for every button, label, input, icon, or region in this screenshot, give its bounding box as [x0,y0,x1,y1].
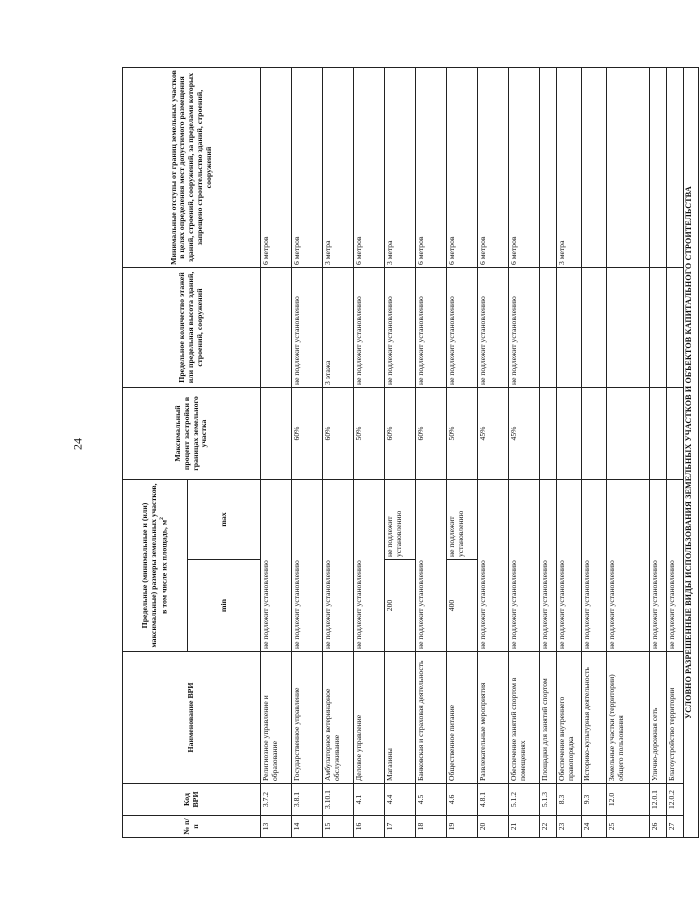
cell-pct: 60% [323,388,354,480]
cell-setback [582,68,607,268]
table-row [509,68,540,838]
table-row [650,68,667,838]
cell-name: Площадки для занятий спортом [540,652,557,784]
cell-size: не подлежит установлению [478,480,509,652]
cell-setback [540,68,557,268]
cell-pct: 50% [447,388,478,480]
table-row [607,68,650,838]
cell-size: не подлежит установлению [354,480,385,652]
header-max: max [188,480,261,560]
cell-setback: 3 метра [323,68,354,268]
rotated-page [122,68,693,838]
cell-num: 20 [478,816,509,838]
table-row [261,68,292,838]
cell-size: не подлежит установлению [650,480,667,652]
cell-name: Религиозное управление и образование [261,652,292,784]
cell-code: 4.6 [447,784,478,816]
cell-name: Историко-культурная деятельность [582,652,607,784]
page-number: 24 [70,438,85,450]
cell-setback: 6 метров [354,68,385,268]
cell-pct: 60% [385,388,416,480]
header-min: min [188,560,261,652]
cell-setback [607,68,650,268]
cell-num: 13 [261,816,292,838]
cell-pct: 45% [509,388,540,480]
cell-floors: не подлежит установлению [416,268,447,388]
cell-name: Обеспечение внутреннего правопорядка [557,652,582,784]
cell-name: Развлекательные мероприятия [478,652,509,784]
cell-setback: 6 метров [509,68,540,268]
cell-code: 3.10.1 [323,784,354,816]
cell-setback: 6 метров [261,68,292,268]
cell-name: Магазины [385,652,416,784]
cell-code: 12.0.1 [650,784,667,816]
cell-floors: не подлежит установлению [478,268,509,388]
land-use-regulations-table [122,67,699,838]
cell-size: не подлежит установлению [323,480,354,652]
cell-setback [650,68,667,268]
cell-code: 3.7.2 [261,784,292,816]
table-row [478,68,509,838]
table-row [416,68,447,838]
cell-pct: 45% [478,388,509,480]
cell-name: Банковская и страховая деятельность [416,652,447,784]
cell-name: Благоустройство территории [667,652,684,784]
table-row [557,68,582,838]
cell-size: не подлежит установлению [667,480,684,652]
cell-code: 5.1.2 [509,784,540,816]
cell-min: 200 [385,560,416,652]
cell-pct [582,388,607,480]
cell-code: 4.4 [385,784,416,816]
cell-min: 400 [447,560,478,652]
cell-pct [607,388,650,480]
cell-num: 19 [447,816,478,838]
header-pct: Максимальный процент застройки в границах земельного участка [123,388,261,480]
cell-pct: 50% [354,388,385,480]
cell-code: 12.0 [607,784,650,816]
cell-floors [261,268,292,388]
cell-pct [650,388,667,480]
cell-max: не подлежит установлению [447,480,478,560]
cell-size: не подлежит установлению [292,480,323,652]
cell-floors [540,268,557,388]
cell-floors: 3 этажа [323,268,354,388]
header-code: Код ВРИ [123,784,261,816]
cell-code: 12.0.2 [667,784,684,816]
cell-pct [540,388,557,480]
cell-max: не подлежит установлению [385,480,416,560]
cell-size: не подлежит установлению [416,480,447,652]
cell-num: 14 [292,816,323,838]
header-setback: Минимальные отступы от границ земельных участков в целях определения мест допустимого размещения зданий, строений, сооружений, за пределами которых запрещено строительство зданий, строений, сооружений [123,68,261,268]
cell-name: Общественное питание [447,652,478,784]
cell-floors [667,268,684,388]
cell-num: 26 [650,816,667,838]
cell-size: не подлежит установлению [261,480,292,652]
cell-setback: 3 метра [385,68,416,268]
cell-floors: не подлежит установлению [292,268,323,388]
cell-code: 8.3 [557,784,582,816]
cell-floors: не подлежит установлению [509,268,540,388]
cell-num: 22 [540,816,557,838]
cell-code: 9.3 [582,784,607,816]
cell-setback: 3 метра [557,68,582,268]
cell-name: Государственное управление [292,652,323,784]
section-title: УСЛОВНО РАЗРЕШЕННЫЕ ВИДЫ ИСПОЛЬЗОВАНИЯ ЗЕМЕЛЬНЫХ УЧАСТКОВ И ОБЪЕКТОВ КАПИТАЛЬНОГО СТРОИТЕЛЬСТВА [684,68,699,838]
cell-size: не подлежит установлению [557,480,582,652]
table-row [667,68,684,838]
cell-num: 18 [416,816,447,838]
cell-floors [607,268,650,388]
cell-name: Улично-дорожная сеть [650,652,667,784]
cell-setback: 6 метров [292,68,323,268]
cell-floors: не подлежит установлению [447,268,478,388]
cell-num: 17 [385,816,416,838]
cell-floors: не подлежит установлению [354,268,385,388]
table-row [447,68,478,838]
table-row [292,68,323,838]
table-row [354,68,385,838]
cell-code: 5.1.3 [540,784,557,816]
cell-name: Земельные участки (территории) общего пользования [607,652,650,784]
cell-setback: 6 метров [416,68,447,268]
cell-num: 16 [354,816,385,838]
cell-setback: 6 метров [478,68,509,268]
cell-num: 23 [557,816,582,838]
header-size [123,480,188,652]
cell-num: 24 [582,816,607,838]
cell-size: не подлежит установлению [509,480,540,652]
table-row [323,68,354,838]
cell-name: Деловое управление [354,652,385,784]
section-footer-row [684,68,699,838]
cell-pct: 60% [416,388,447,480]
header-name: Наименование ВРИ [123,652,261,784]
cell-name: Обеспечение занятий спортом в помещениях [509,652,540,784]
cell-name: Амбулаторное ветеринарное обслуживание [323,652,354,784]
cell-pct: 60% [292,388,323,480]
cell-setback: 6 метров [447,68,478,268]
header-size-text: Предельные (минимальные и (или) максимальные) размеры земельных участков, в том числе их площадь, м [140,483,169,648]
table-row [582,68,607,838]
header-floors: Предельное количество этажей или предельная высота зданий, строений, сооружений [123,268,261,388]
table-row [540,68,557,838]
table-row [385,68,416,838]
cell-pct [557,388,582,480]
cell-pct [261,388,292,480]
cell-floors [557,268,582,388]
cell-num: 21 [509,816,540,838]
cell-num: 27 [667,816,684,838]
cell-setback [667,68,684,268]
cell-floors: не подлежит установлению [385,268,416,388]
cell-floors [650,268,667,388]
cell-pct [667,388,684,480]
cell-size: не подлежит установлению [607,480,650,652]
cell-floors [582,268,607,388]
cell-num: 15 [323,816,354,838]
header-num: № п/п [123,816,261,838]
cell-code: 4.8.1 [478,784,509,816]
cell-code: 4.1 [354,784,385,816]
cell-code: 4.5 [416,784,447,816]
cell-size: не подлежит установлению [582,480,607,652]
header-size-sup: 2 [158,517,165,520]
cell-size: не подлежит установлению [540,480,557,652]
cell-code: 3.8.1 [292,784,323,816]
cell-num: 25 [607,816,650,838]
